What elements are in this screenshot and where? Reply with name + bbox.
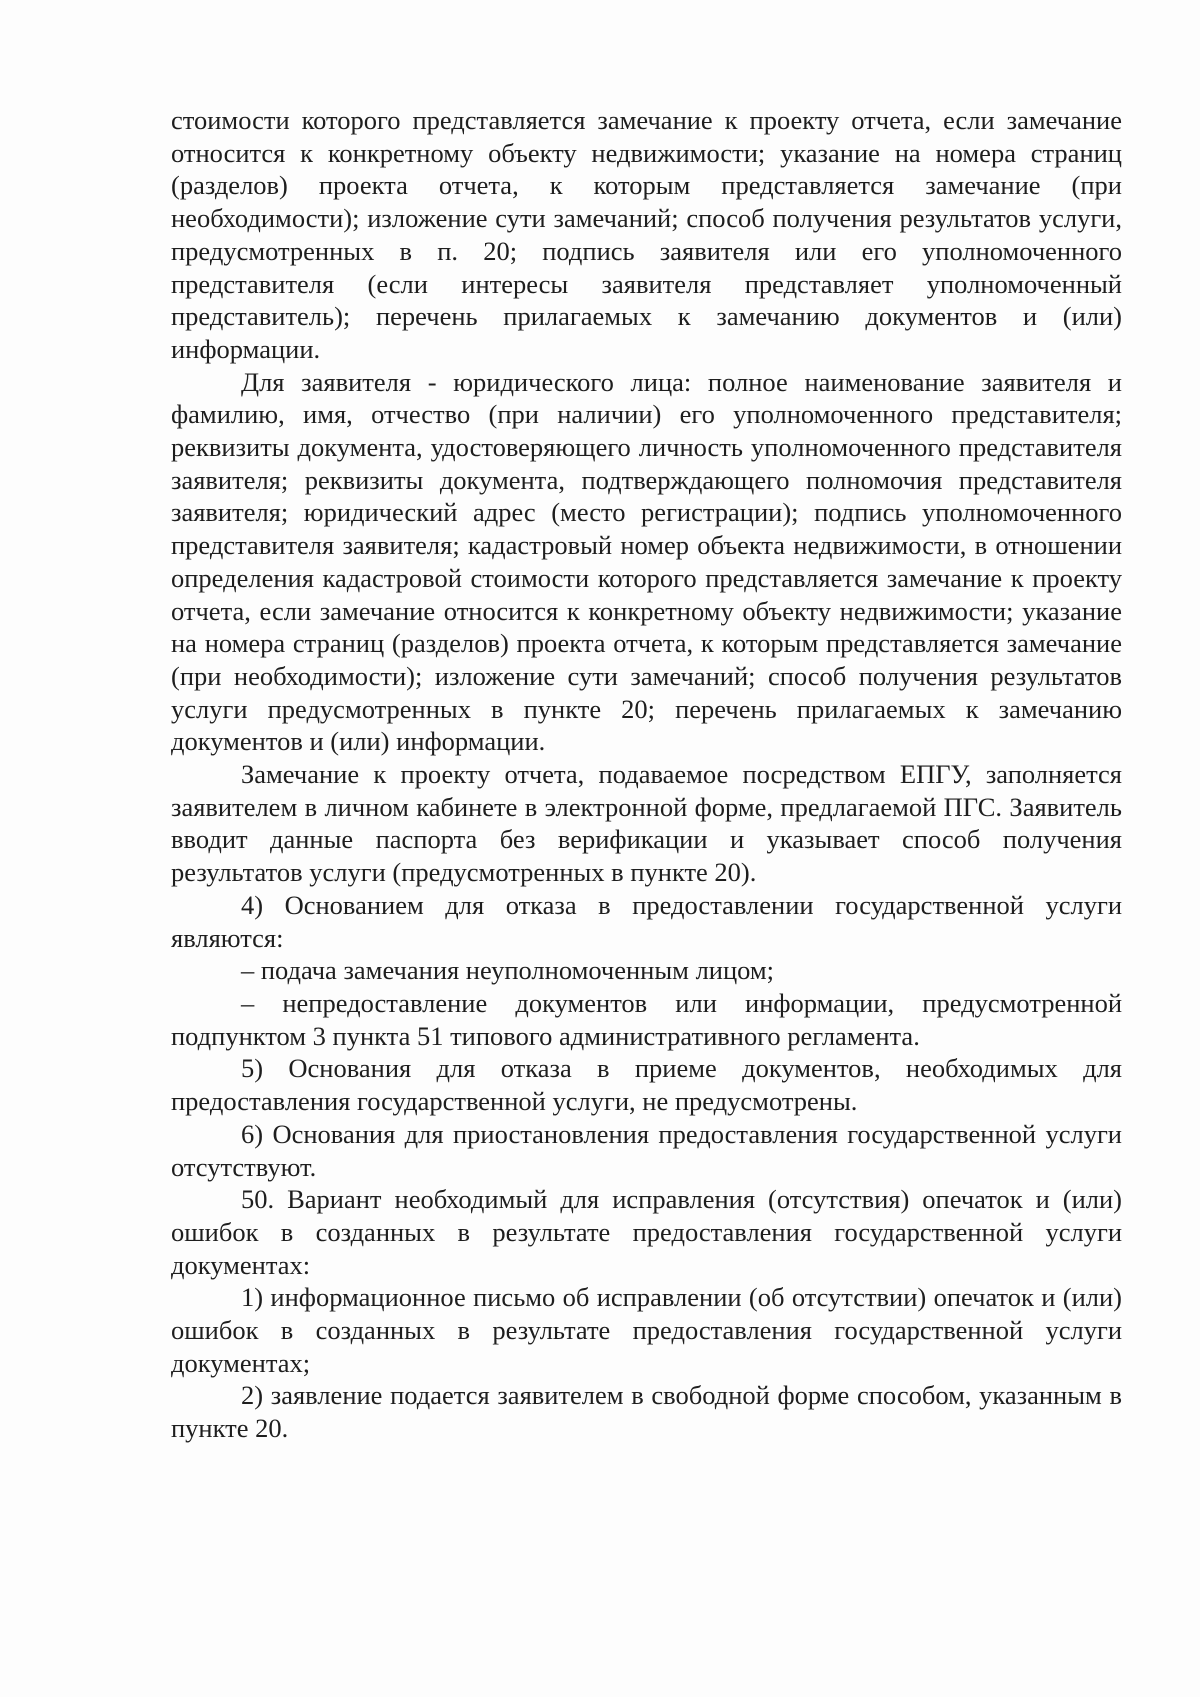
list-item-unauthorized: – подача замечания неуполномоченным лицом; (241, 955, 775, 986)
list-item-missing-documents: – непредоставление документов или информации, предусмотренной подпунктом 3 пункта 51 типового административного регламента. (171, 987, 1122, 1051)
paragraph-legal-entity: Для заявителя - юридического лица: полное наименование заявителя и фамилию, имя, отчество (при наличии) его уполномоченного представителя; реквизиты документа, удостоверяющего личность уполномоченного представителя заявителя; реквизиты документа, подтверждающего полномочия представителя заявителя; юридический адрес (место регистрации); подпись уполномоченного представителя заявителя; кадастровый номер объекта недвижимости, в отношении определения кадастровой стоимости которого представляется замечание к проекту отчета, если замечание относится к конкретному объекту недвижимости; указание на номера страниц (разделов) проекта отчета, к которым представляется замечание (при необходимости); изложение сути замечаний; способ получения результатов услуги предусмотренных в пункте 20; перечень прилагаемых к замечанию документов и (или) информации. (171, 366, 1122, 757)
paragraph-refusal-grounds: 4) Основанием для отказа в предоставлении государственной услуги являются: (171, 889, 1122, 953)
list-item-information-letter: 1) информационное письмо об исправлении (об отсутствии) опечаток и (или) ошибок в созданных в результате предоставления государственной услуги документах; (171, 1282, 1122, 1378)
paragraph-continuation: стоимости которого представляется замечание к проекту отчета, если замечание относится к конкретному объекту недвижимости; указание на номера страниц (разделов) проекта отчета, к которым представляется замечание (при необходимости); изложение сути замечаний; способ получения результатов услуги, предусмотренных в п. 20; подпись заявителя или его уполномоченного представителя (если интересы заявителя представляет уполномоченный представитель); перечень прилагаемых к замечанию документов и (или) информации. (171, 105, 1122, 364)
paragraph-epgu-submission: Замечание к проекту отчета, подаваемое посредством ЕПГУ, заполняется заявителем в личном кабинете в электронной форме, предлагаемой ПГС. Заявитель вводит данные паспорта без верификации и указывает способ получения результатов услуги (предусмотренных в пункте 20). (171, 759, 1122, 888)
paragraph-acceptance-refusal: 5) Основания для отказа в приеме документов, необходимых для предоставления государственной услуги, не предусмотрены. (171, 1053, 1122, 1117)
paragraph-variant-50: 50. Вариант необходимый для исправления (отсутствия) опечаток и (или) ошибок в созданных в результате предоставления государственной услуги документах: (171, 1184, 1122, 1280)
list-item-application-form: 2) заявление подается заявителем в свободной форме способом, указанным в пункте 20. (171, 1380, 1122, 1444)
paragraph-suspension: 6) Основания для приостановления предоставления государственной услуги отсутствуют. (171, 1118, 1122, 1182)
document-body (171, 104, 1122, 1445)
